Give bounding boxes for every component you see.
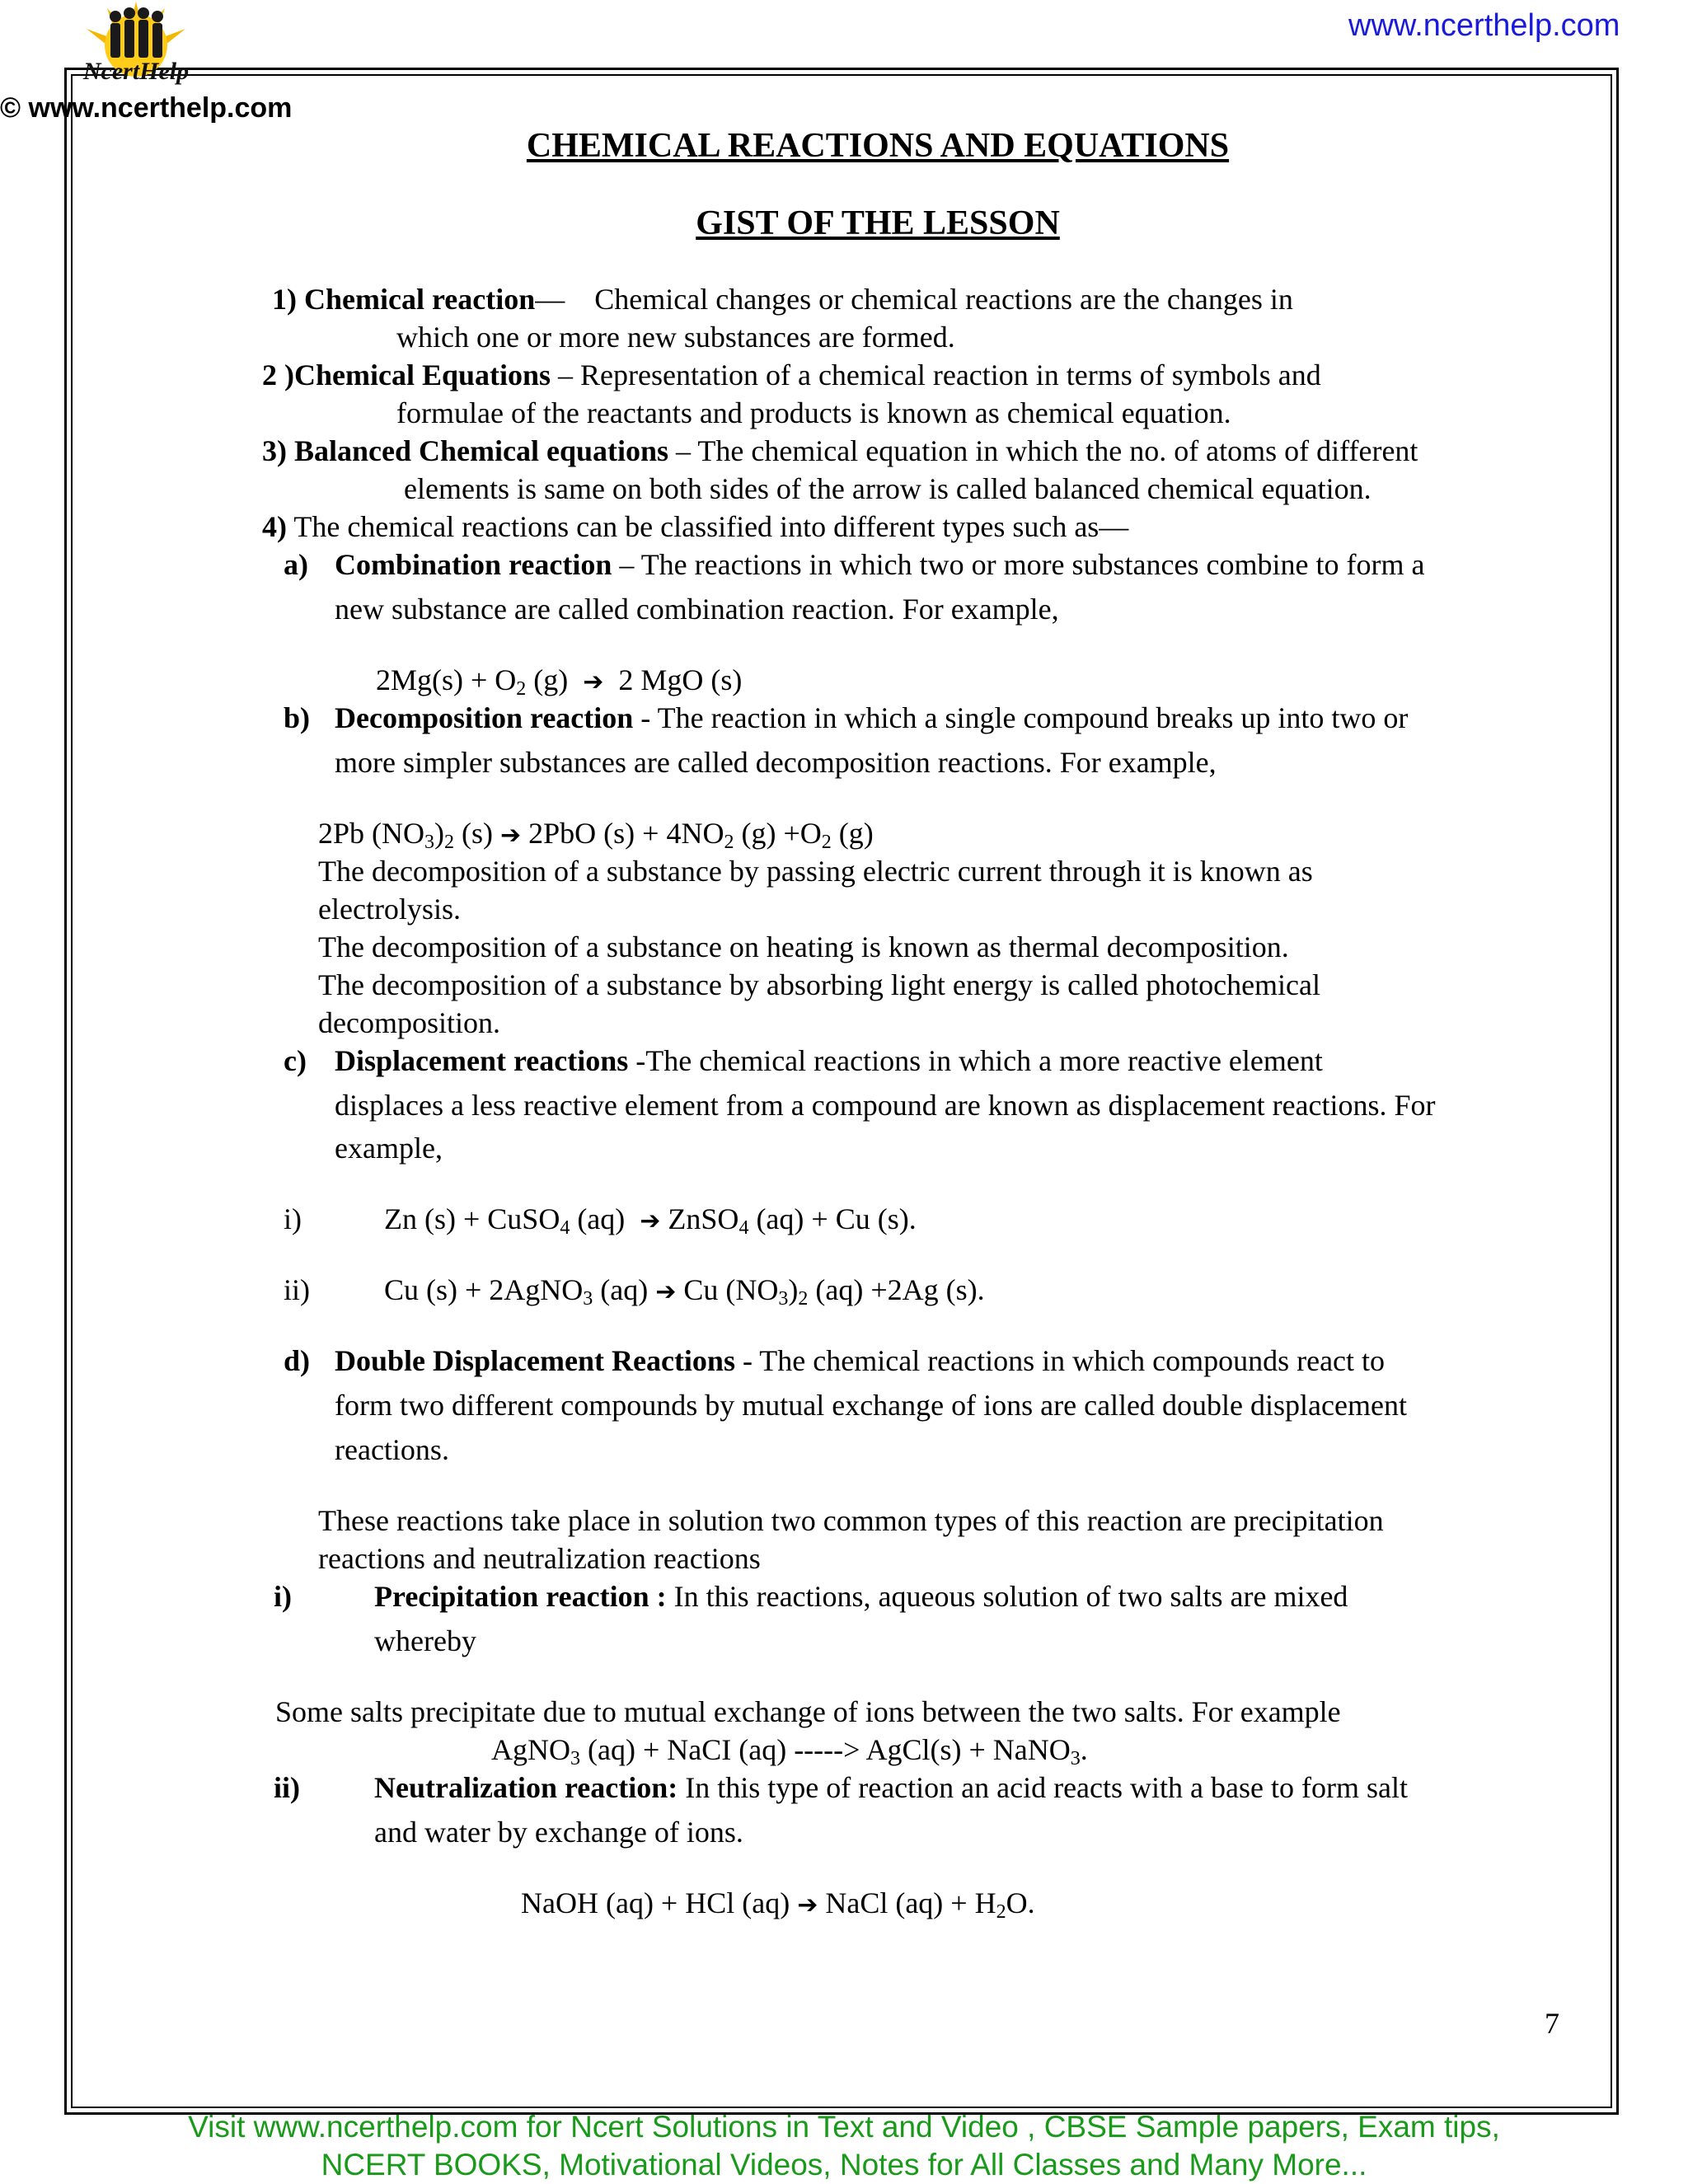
header-site-url[interactable]: www.ncerthelp.com: [1348, 8, 1620, 43]
point-3-term: Balanced Chemical equations: [294, 434, 669, 467]
precipitation-note: Some salts precipitate due to mutual exchange of ions between the two salts. For example: [275, 1695, 1341, 1728]
type-b-cont: more simpler substances are called decomposition reactions. For example,: [335, 746, 1217, 779]
point-3: [262, 432, 1418, 470]
type-d-letter: d): [284, 1344, 311, 1377]
page-title: CHEMICAL REACTIONS AND EQUATIONS: [526, 127, 1230, 165]
point-3-cont: elements is same on both sides of the arrow is called balanced chemical equation.: [404, 472, 1372, 505]
type-b-letter: b): [284, 701, 311, 734]
type-b: [335, 699, 1408, 737]
type-b-label: [284, 699, 310, 737]
neutralization: [374, 1769, 1408, 1807]
point-3-text: – The chemical equation in which the no. of atoms of different: [668, 434, 1418, 467]
point-1-dash: —: [535, 283, 573, 316]
precipitation-cont: whereby: [374, 1624, 476, 1657]
type-a-text: – The reactions in which two or more substances combine to form a: [612, 548, 1425, 581]
type-d-label: [284, 1342, 310, 1380]
footer-line-2[interactable]: NCERT BOOKS, Motivational Videos, Notes for All Classes and Many More...: [321, 2148, 1367, 2182]
page-number: 7: [1545, 2007, 1559, 2040]
decomposition-note: The decomposition of a substance by passing electric current through it is known as: [318, 855, 1313, 888]
type-d-cont-2: reactions.: [335, 1433, 449, 1466]
type-a-cont: new substance are called combination reaction. For example,: [335, 593, 1059, 626]
equation-precipitation: AgNO$_3$ (aq) + NaCI (aq) -----> AgCl(s) + NaNO$_3$.: [491, 1733, 1088, 1769]
type-c-cont-1: displaces a less reactive element from a compound are known as displacement reactions. For: [335, 1089, 1436, 1122]
footer-line-1[interactable]: Visit www.ncerthelp.com for Ncert Solutions in Text and Video , CBSE Sample papers, Exam tips,: [188, 2110, 1500, 2144]
type-a: [335, 546, 1424, 583]
point-4-num: 4): [262, 510, 287, 543]
point-2-cont: formulae of the reactants and products is known as chemical equation.: [396, 396, 1231, 429]
displacement-eq-2-label: ii): [284, 1273, 310, 1306]
point-3-num: 3): [262, 434, 287, 467]
equation-neutralization: NaOH (aq) + HCl (aq) ➔ NaCl $(aq) + H_2O$.: [521, 1886, 1035, 1923]
type-c-label: [284, 1042, 307, 1080]
equation-combination: $2Mg(s) + O_2$ (g) ➔ 2 MgO (s): [376, 663, 743, 700]
point-2-num: 2 ): [262, 359, 294, 391]
decomposition-note: electrolysis.: [318, 893, 461, 926]
displacement-eq-1-label: i): [284, 1202, 302, 1235]
decomposition-note: The decomposition of a substance by absorbing light energy is called photochemical: [318, 968, 1321, 1001]
precipitation-label: [274, 1577, 292, 1615]
point-2: [262, 356, 1321, 394]
point-4: [262, 508, 1128, 546]
type-a-term: Combination reaction: [335, 548, 612, 581]
neutralization-term: Neutralization reaction:: [374, 1771, 678, 1804]
type-b-text: - The reaction in which a single compound breaks up into two or: [633, 701, 1409, 734]
point-2-text: – Representation of a chemical reaction in terms of symbols and: [551, 359, 1321, 391]
type-d: [335, 1342, 1385, 1380]
double-intro: reactions and neutralization reactions: [318, 1542, 761, 1575]
type-d-term: Double Displacement Reactions: [335, 1344, 735, 1377]
equation-displacement-1: Zn (s) + CuSO$_4$ (aq) ➔ ZnSO$_4$ (aq) + Cu (s).: [384, 1202, 917, 1239]
logo-text: NcertHelp: [82, 58, 190, 85]
point-1-num: 1): [272, 283, 297, 316]
type-c: [335, 1042, 1323, 1080]
precipitation-text: In this reactions, aqueous solution of two salts are mixed: [666, 1580, 1348, 1613]
point-1: [272, 280, 1293, 318]
type-a-letter: a): [284, 548, 308, 581]
type-b-term: Decomposition reaction: [335, 701, 634, 734]
neutralization-cont: and water by exchange of ions.: [374, 1816, 743, 1849]
type-a-label: [284, 546, 308, 583]
point-1-cont: which one or more new substances are formed.: [396, 321, 955, 354]
decomposition-note: The decomposition of a substance on heating is known as thermal decomposition.: [318, 930, 1289, 963]
page-subtitle: GIST OF THE LESSON: [696, 204, 1060, 242]
double-intro: These reactions take place in solution two common types of this reaction are precipitation: [318, 1504, 1384, 1537]
point-2-term: Chemical Equations: [294, 359, 551, 391]
type-c-letter: c): [284, 1044, 307, 1077]
decomposition-note: decomposition.: [318, 1006, 500, 1039]
equation-decomposition: 2Pb $(NO_3)_2$ (s) ➔ 2PbO $(s) + 4NO_2$ $(g) +O_2$ (g): [318, 817, 874, 853]
neutralization-label: [274, 1769, 300, 1807]
point-1-term: Chemical reaction: [304, 283, 536, 316]
copyright-notice: © www.ncerthelp.com: [0, 92, 293, 124]
ncerthelp-logo: [49, 0, 223, 91]
type-c-cont-2: example,: [335, 1132, 443, 1165]
point-1-text: Chemical changes or chemical reactions are the changes in: [594, 283, 1293, 316]
neutralization-num: ii): [274, 1771, 300, 1804]
type-c-text: -The chemical reactions in which a more reactive element: [628, 1044, 1323, 1077]
point-4-text: The chemical reactions can be classified into different types such as—: [287, 510, 1129, 543]
type-c-term: Displacement reactions: [335, 1044, 629, 1077]
equation-displacement-2: Cu (s) + 2AgNO$_3$ (aq) ➔ Cu $(NO_3)_2$ (aq) +2Ag (s).: [384, 1273, 985, 1310]
type-d-text: - The chemical reactions in which compounds react to: [734, 1344, 1386, 1377]
precipitation-term: Precipitation reaction :: [374, 1580, 667, 1613]
precipitation: [374, 1577, 1348, 1615]
precipitation-num: i): [274, 1580, 292, 1613]
type-d-cont-1: form two different compounds by mutual exchange of ions are called double displacement: [335, 1389, 1407, 1422]
neutralization-text: In this type of reaction an acid reacts with a base to form salt: [678, 1771, 1408, 1804]
